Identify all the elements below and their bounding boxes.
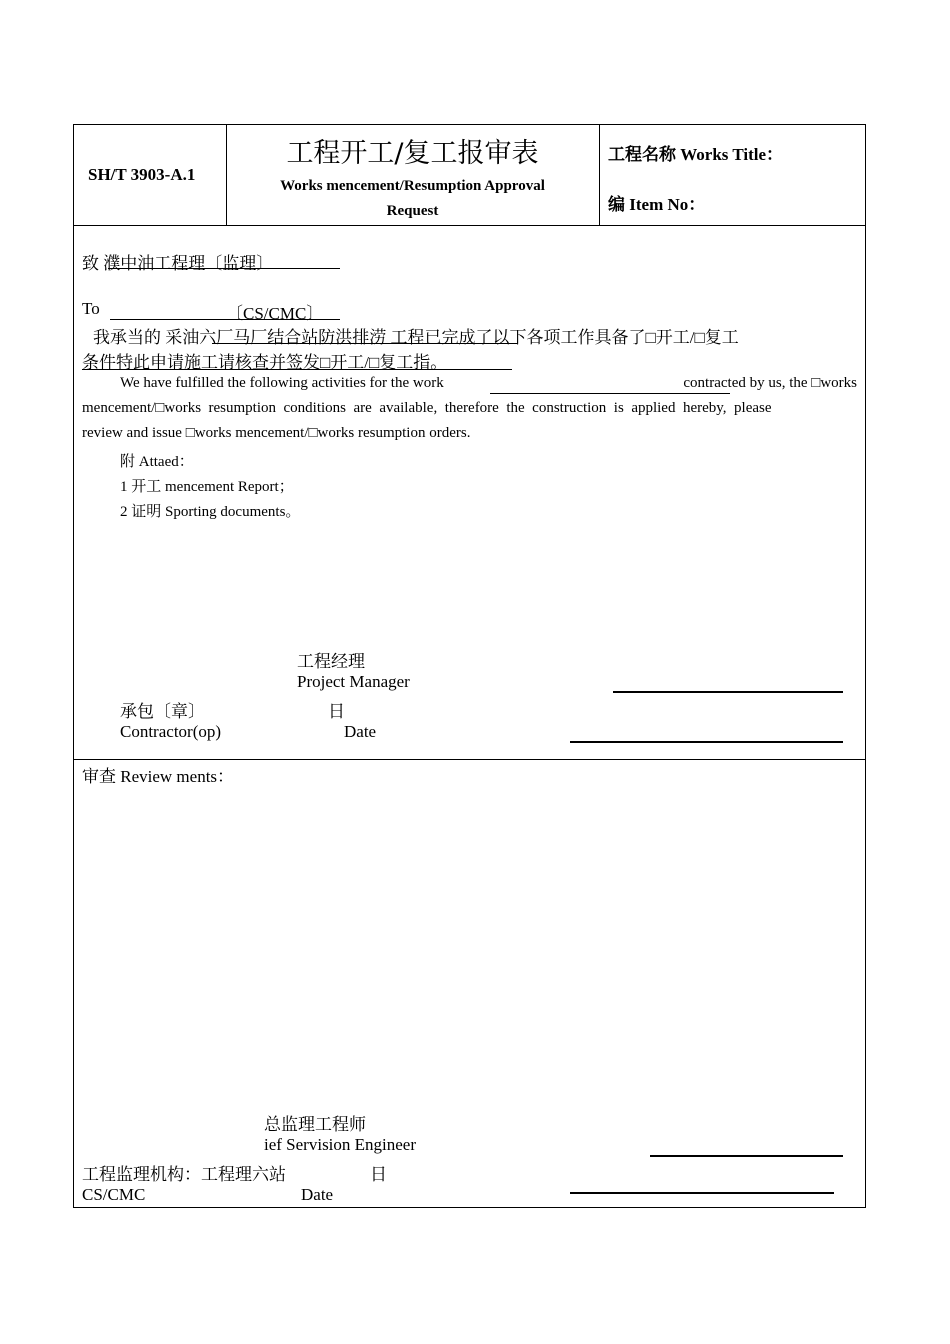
review-date-label-en: Date xyxy=(301,1185,334,1204)
addressee-cn: 致 濮中油工程理〔监理〕 xyxy=(82,254,274,273)
application-text-cn-1: 我承当的 采油六厂马厂结合站防洪排涝 工程已完成了以下各项工作具备了□开工/□复工 xyxy=(93,328,739,347)
attachments-label: 附 Attaed： xyxy=(120,454,194,470)
project-manager-label-cn: 工程经理 xyxy=(297,652,365,671)
contractor-seal-label-en: Contractor(op) xyxy=(120,722,222,741)
form-title-en: Works mencement/Resumption Approval xyxy=(280,178,545,194)
work-underline xyxy=(490,393,730,394)
addressee-en-label: To xyxy=(82,299,100,318)
approval-form xyxy=(73,124,866,1208)
application-text-cn-2: 条件特此申请施工请核查并签发□开工/□复工指。 xyxy=(82,353,448,372)
application-text-en-2: mencement/□works resumption conditions are available, therefore the construction is applied hereby, please xyxy=(82,400,772,416)
addressee-underline xyxy=(108,268,340,269)
review-date-label-cn: 日 xyxy=(370,1165,387,1184)
header-divider xyxy=(599,125,600,225)
application-text-en-1b: contracted by us, the □works xyxy=(683,375,857,391)
form-title-cn: 工程开工/复工报审表 xyxy=(286,138,539,169)
project-name-underline xyxy=(212,343,517,344)
project-manager-signature-line xyxy=(613,691,843,693)
supervision-org-label-cn: 工程监理机构：工程理六站 xyxy=(82,1165,286,1184)
form-code: SH/T 3903-A.1 xyxy=(88,165,196,184)
application-text-underline xyxy=(82,369,512,370)
section-divider xyxy=(74,759,865,760)
item-no-label: 编 Item No： xyxy=(608,195,706,214)
chief-engineer-label-en: ief Servision Engineer xyxy=(264,1135,417,1154)
addressee-en-suffix: 〔CS/CMC〕 xyxy=(226,304,324,323)
form-title-en-2: Request xyxy=(386,203,439,219)
date-label-en: Date xyxy=(344,722,377,741)
addressee-en-underline xyxy=(110,319,340,320)
application-text-en-3: review and issue □works mencement/□works resumption orders. xyxy=(82,425,471,441)
project-manager-label-en: Project Manager xyxy=(297,672,410,691)
header-bottom-rule xyxy=(74,225,865,226)
date-label-cn: 日 xyxy=(328,702,345,721)
supervision-org-label-en: CS/CMC xyxy=(82,1185,146,1204)
attachment-item-1: 1 开工 mencement Report； xyxy=(120,479,294,495)
application-text-en-1a: We have fulfilled the following activities for the work xyxy=(120,375,444,391)
date-signature-line xyxy=(570,741,843,743)
chief-engineer-label-cn: 总监理工程师 xyxy=(264,1115,366,1134)
works-title-label: 工程名称 Works Title： xyxy=(608,145,784,164)
chief-engineer-signature-line xyxy=(650,1155,843,1157)
review-date-signature-line xyxy=(570,1192,834,1194)
addressee-cn-value: 濮中油工程理〔监理〕 xyxy=(103,254,274,273)
contractor-seal-label-cn: 承包〔章〕 xyxy=(120,702,205,721)
review-comments-label: 审查 Review ments： xyxy=(82,767,235,786)
attachment-item-2: 2 证明 Sporting documents。 xyxy=(120,504,301,520)
